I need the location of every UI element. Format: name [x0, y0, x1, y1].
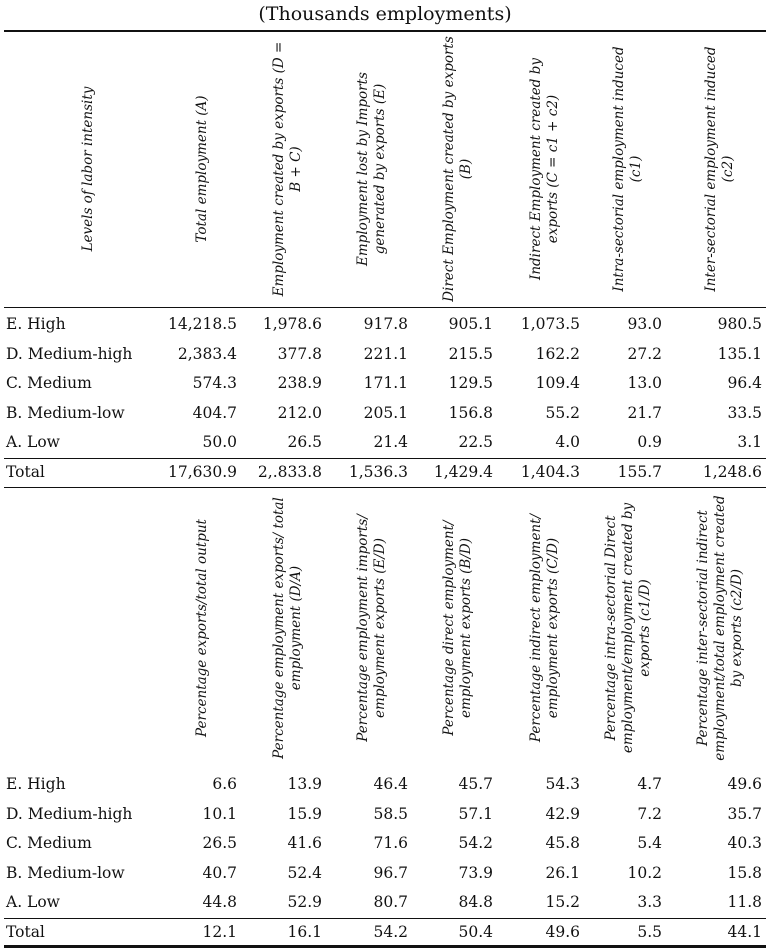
s2-header-text-1: Percentage exports/total output [193, 519, 210, 737]
s2-header-5 [503, 493, 587, 763]
s1-table-cell: 2,383.4 [177, 344, 237, 363]
s1-table-cell: 135.1 [717, 344, 762, 363]
s2-table-cell: 16.1 [287, 922, 322, 941]
s1-header-text-0: Levels of labor intensity [79, 86, 96, 252]
s1-table-cell: 27.2 [627, 344, 662, 363]
s2-table-cell: 40.3 [727, 834, 762, 852]
s1-table-cell: 917.8 [363, 315, 408, 333]
s2-table-cell: 54.2 [373, 922, 408, 941]
s1-table-cell: 1,404.3 [520, 462, 580, 481]
s2-header-text-3: Percentage employment imports/ employment exports (E/D) [355, 514, 388, 742]
s1-table-cell: 2,.833.8 [257, 462, 322, 481]
s2-table-cell: 46.4 [373, 775, 408, 793]
s2-table-cell: 57.1 [458, 804, 493, 823]
s2-table-cell: 10.1 [202, 804, 237, 823]
s2-row-label: Total [6, 922, 45, 941]
s1-header-text-6: Intra-sectorial employment induced (c1) [611, 46, 644, 292]
s2-table-cell: 80.7 [373, 893, 408, 911]
s1-table-cell: 3.1 [737, 433, 762, 451]
s1-header-0 [46, 36, 130, 302]
s2-table-cell: 13.9 [287, 775, 322, 793]
s2-table-cell: 42.9 [545, 804, 580, 823]
s1-table-cell: 50.0 [202, 433, 237, 451]
s2-table-cell: 35.7 [727, 804, 762, 823]
s2-table-cell: 49.6 [727, 775, 762, 793]
s2-table-cell: 3.3 [637, 893, 662, 911]
s1-table-cell: 1,536.3 [348, 462, 408, 481]
s2-table-cell: 44.1 [727, 922, 762, 941]
rule-section-2 [4, 487, 766, 488]
s2-table-cell: 40.7 [202, 863, 237, 882]
s1-table-cell: 0.9 [637, 433, 662, 451]
s2-row-label: B. Medium-low [6, 863, 125, 882]
s2-table-cell: 5.5 [637, 922, 662, 941]
s1-table-cell: 377.8 [277, 344, 322, 363]
s2-header-text-6: Percentage intra-sectorial Direct employment/employment created by exports (c1/D) [602, 502, 653, 754]
s1-header-text-7: Inter-sectorial employment induced (c2) [703, 46, 736, 292]
s1-table-cell: 93.0 [627, 315, 662, 333]
s2-header-4 [416, 493, 500, 763]
s1-header-7 [678, 36, 762, 302]
s2-header-6 [586, 493, 670, 763]
s1-row-label: A. Low [6, 433, 60, 451]
s1-header-2 [246, 36, 330, 302]
s1-table-cell: 1,248.6 [702, 462, 762, 481]
s2-table-cell: 7.2 [637, 804, 662, 823]
rule-header-1 [4, 307, 766, 308]
s1-header-6 [586, 36, 670, 302]
s1-table-cell: 17,630.9 [167, 462, 237, 481]
s2-table-cell: 5.4 [637, 834, 662, 852]
s2-table-cell: 71.6 [373, 834, 408, 852]
s2-row-label: C. Medium [6, 834, 92, 852]
s2-table-cell: 45.7 [458, 775, 493, 793]
s1-table-cell: 404.7 [192, 403, 237, 422]
s1-row-label: C. Medium [6, 374, 92, 392]
s1-table-cell: 205.1 [363, 403, 408, 422]
s1-table-cell: 156.8 [448, 403, 493, 422]
s1-table-cell: 171.1 [363, 374, 408, 392]
s1-header-3 [330, 36, 414, 302]
s2-table-cell: 73.9 [458, 863, 493, 882]
s2-table-cell: 44.8 [202, 893, 237, 911]
s1-header-text-3: Employment lost by Imports generated by exports (E) [355, 72, 388, 266]
s1-header-text-5: Indirect Employment created by exports (C = c1 + c2) [528, 58, 561, 280]
s2-header-2 [246, 493, 330, 763]
s2-table-cell: 52.4 [287, 863, 322, 882]
s2-row-label: E. High [6, 775, 66, 793]
s1-table-cell: 221.1 [363, 344, 408, 363]
s2-header-text-5: Percentage indirect employment/ employment exports (C/D) [528, 513, 561, 743]
s2-table-cell: 96.7 [373, 863, 408, 882]
s1-row-label: Total [6, 462, 45, 481]
s2-table-cell: 45.8 [545, 834, 580, 852]
s2-table-cell: 50.4 [458, 922, 493, 941]
s1-table-cell: 980.5 [717, 315, 762, 333]
s2-table-cell: 15.9 [287, 804, 322, 823]
s2-table-cell: 4.7 [637, 775, 662, 793]
s2-table-cell: 41.6 [287, 834, 322, 852]
s2-row-label: A. Low [6, 893, 60, 911]
s1-header-text-4: Direct Employment created by exports (B) [441, 36, 474, 302]
s1-header-text-1: Total employment (A) [193, 95, 210, 243]
table-caption: (Thousands employments) [258, 3, 512, 25]
s1-table-cell: 21.7 [627, 403, 662, 422]
s1-table-cell: 4.0 [555, 433, 580, 451]
s2-table-cell: 26.5 [202, 834, 237, 852]
s2-table-cell: 15.2 [545, 893, 580, 911]
s1-table-cell: 155.7 [617, 462, 662, 481]
s2-table-cell: 10.2 [627, 863, 662, 882]
s2-header-text-2: Percentage employment exports/ total employment (D/A) [271, 497, 304, 759]
s1-table-cell: 55.2 [545, 403, 580, 422]
s1-header-4 [416, 36, 500, 302]
s1-table-cell: 238.9 [277, 374, 322, 392]
s1-table-cell: 22.5 [458, 433, 493, 451]
s2-row-label: D. Medium-high [6, 804, 133, 823]
s2-table-cell: 54.2 [458, 834, 493, 852]
s2-table-cell: 84.8 [458, 893, 493, 911]
s1-table-cell: 1,073.5 [520, 315, 580, 333]
s1-table-cell: 574.3 [192, 374, 237, 392]
s1-header-text-2: Employment created by exports (D = B + C) [271, 41, 304, 297]
s2-header-1 [160, 493, 244, 763]
s2-table-cell: 52.9 [287, 893, 322, 911]
s2-table-cell: 54.3 [545, 775, 580, 793]
s1-row-label: E. High [6, 315, 66, 333]
s2-header-text-7: Percentage inter-sectorial indirect employment/total employment created by exports (c2/D) [694, 495, 745, 761]
s1-table-cell: 109.4 [535, 374, 580, 392]
s1-header-1 [160, 36, 244, 302]
s1-table-cell: 1,978.6 [262, 315, 322, 333]
s2-header-text-4: Percentage direct employment/ employment exports (B/D) [441, 520, 474, 736]
s2-table-cell: 49.6 [545, 922, 580, 941]
s2-header-3 [330, 493, 414, 763]
s1-table-cell: 13.0 [627, 374, 662, 392]
s1-table-cell: 1,429.4 [433, 462, 493, 481]
s1-table-cell: 905.1 [448, 315, 493, 333]
s1-table-cell: 21.4 [373, 433, 408, 451]
s1-table-cell: 215.5 [448, 344, 493, 363]
s2-table-cell: 12.1 [202, 922, 237, 941]
s2-table-cell: 15.8 [727, 863, 762, 882]
s2-table-cell: 58.5 [373, 804, 408, 823]
s1-table-cell: 33.5 [727, 403, 762, 422]
s2-table-cell: 6.6 [212, 775, 237, 793]
s2-header-7 [678, 493, 762, 763]
s1-table-cell: 14,218.5 [167, 315, 237, 333]
s1-row-label: D. Medium-high [6, 344, 133, 363]
s1-header-5 [503, 36, 587, 302]
s2-table-cell: 26.1 [545, 863, 580, 882]
rule-top [4, 30, 766, 32]
s1-table-cell: 26.5 [287, 433, 322, 451]
s1-table-cell: 162.2 [535, 344, 580, 363]
s1-table-cell: 212.0 [277, 403, 322, 422]
s1-table-cell: 96.4 [727, 374, 762, 392]
s2-table-cell: 11.8 [727, 893, 762, 911]
s1-row-label: B. Medium-low [6, 403, 125, 422]
s1-table-cell: 129.5 [448, 374, 493, 392]
